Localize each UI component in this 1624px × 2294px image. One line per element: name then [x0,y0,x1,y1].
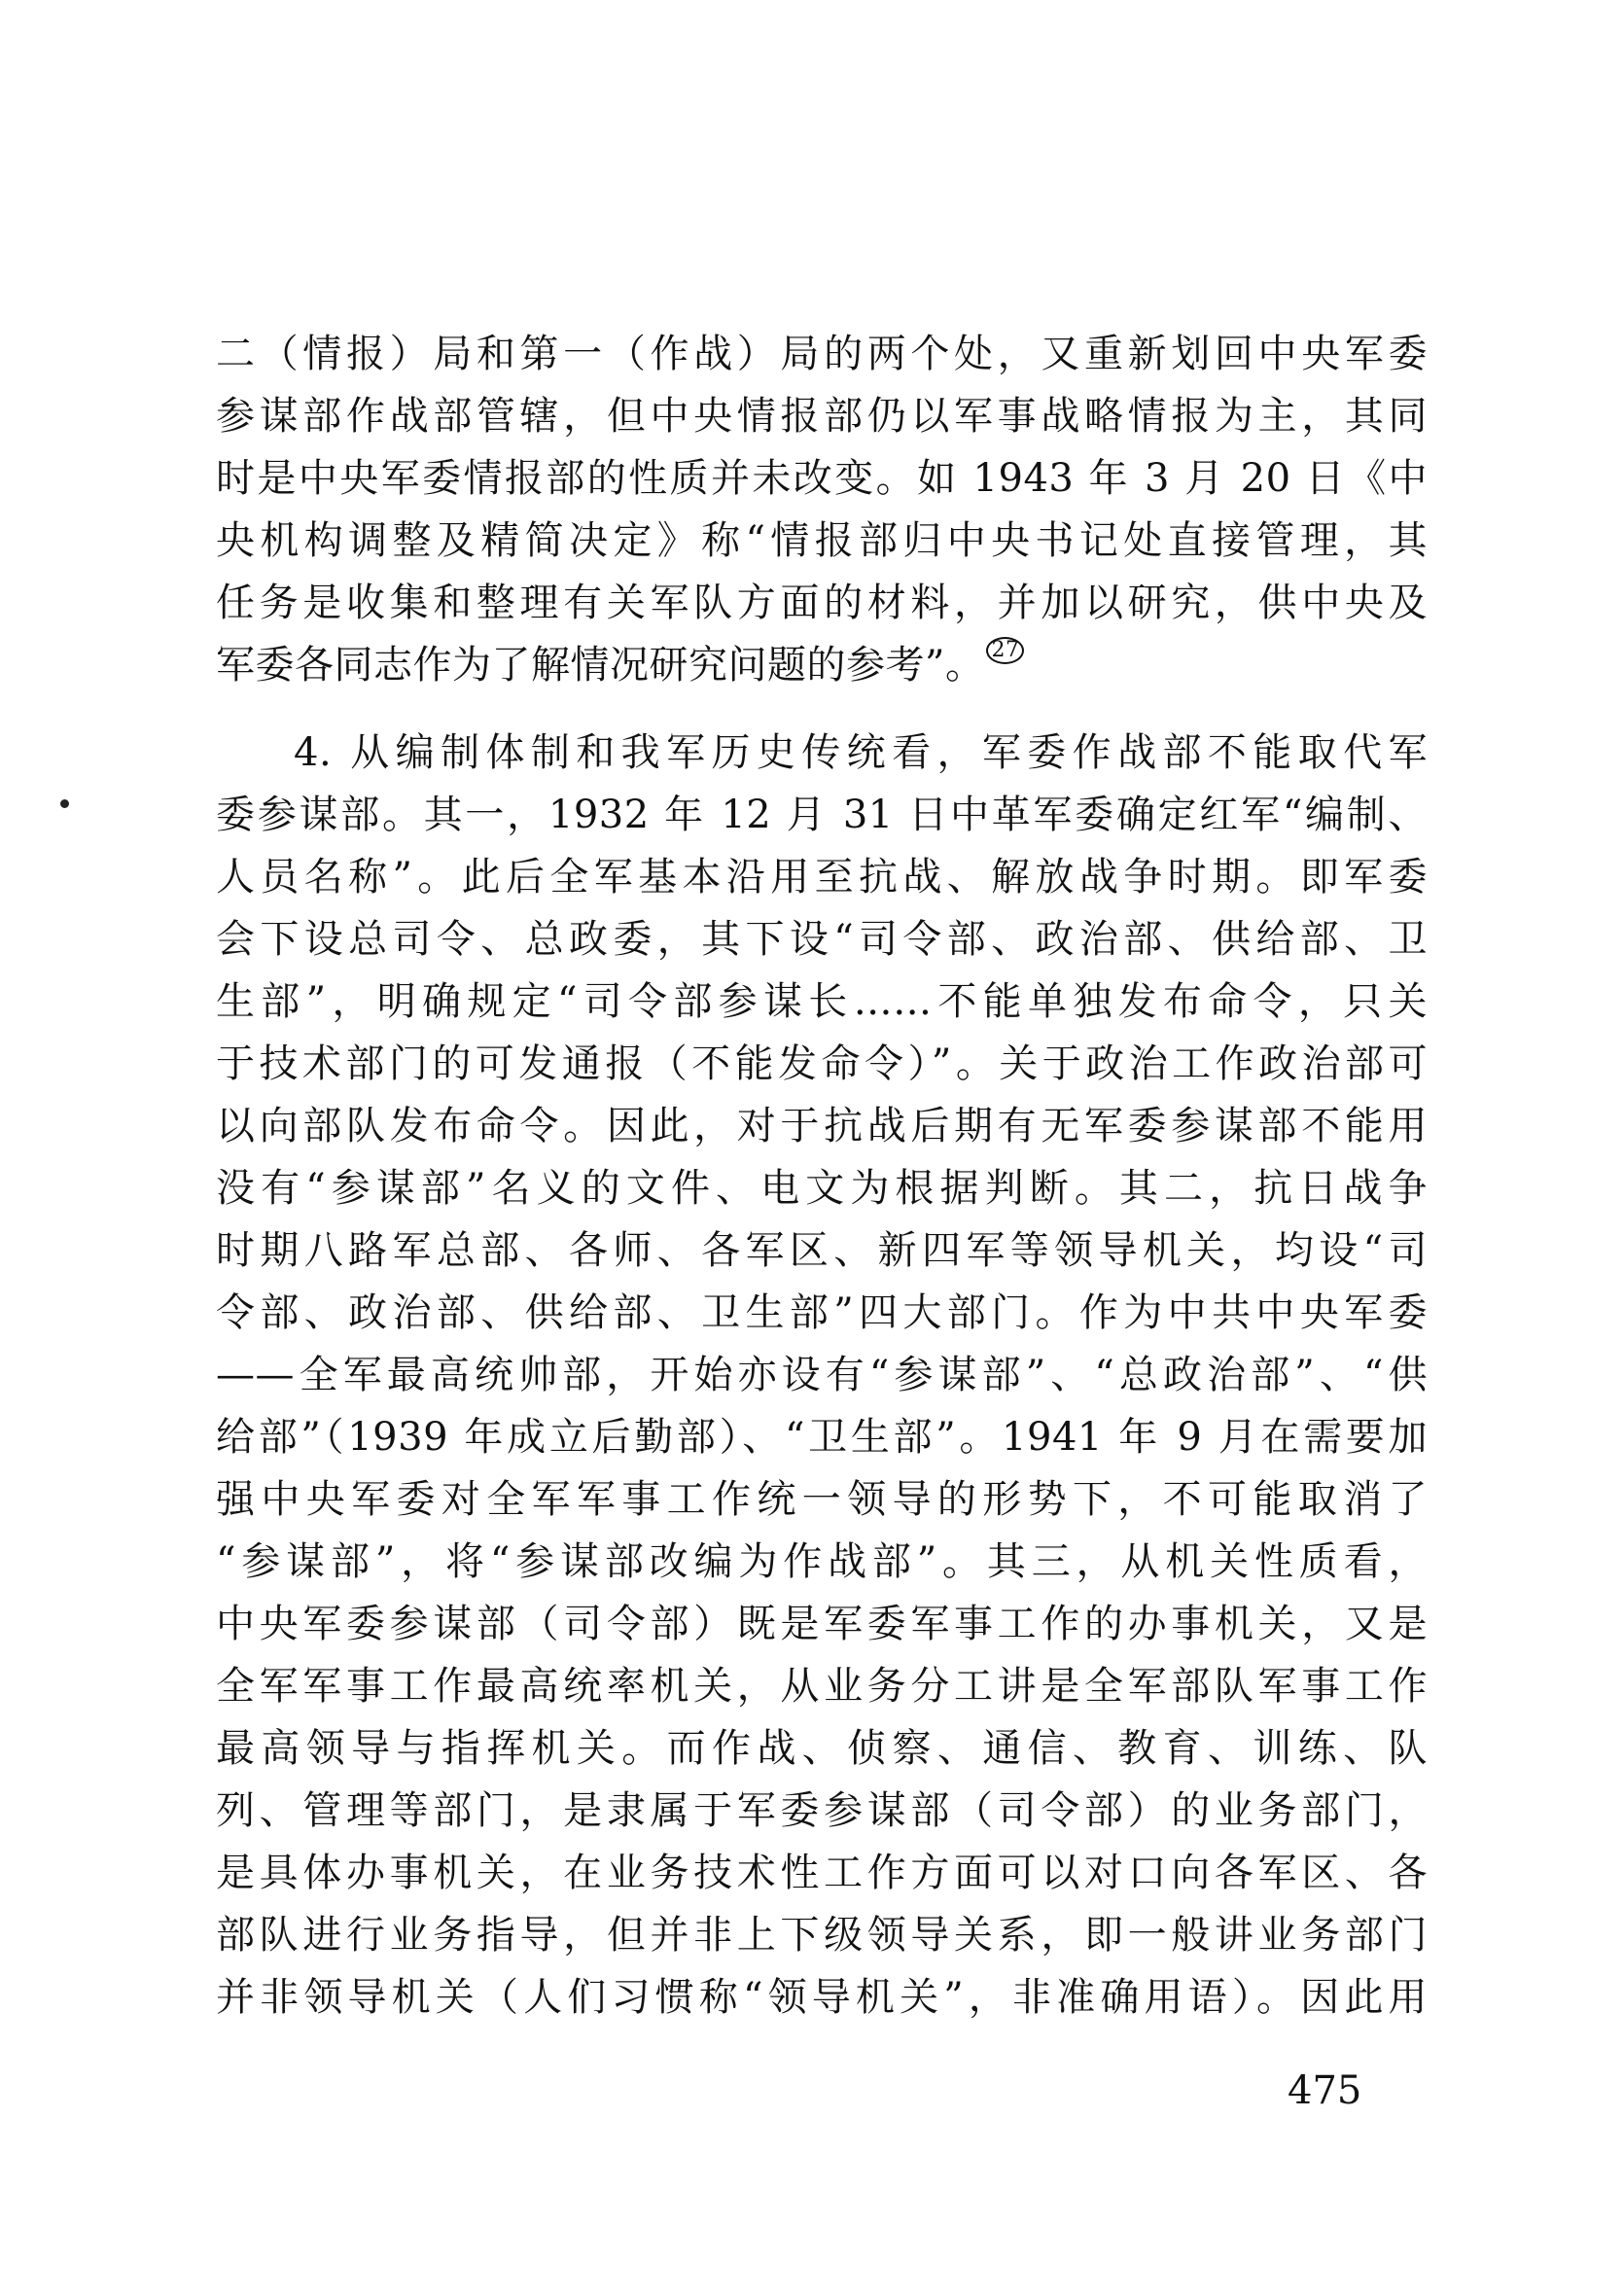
scan-speck [60,799,69,808]
text-line: 是具体办事机关，在业务技术性工作方面可以对口向各军区、各 [216,1851,1428,1895]
text-line: 最高领导与指挥机关。而作战、侦察、通信、教育、训练、队 [216,1726,1428,1771]
text-line: 中央军委参谋部（司令部）既是军委军事工作的办事机关，又是 [216,1602,1428,1646]
text-line: 列、管理等部门，是隶属于军委参谋部（司令部）的业务部门， [216,1788,1428,1833]
text-line: 令部、政治部、供给部、卫生部”四大部门。作为中共中央军委 [216,1290,1428,1335]
text-line: 生部”，明确规定“司令部参谋长……不能单独发布命令，只关 [216,979,1428,1024]
body-text [216,323,1428,2029]
text-line: 给部”（1939 年成立后勤部）、“卫生部”。1941 年 9 月在需要加 [216,1415,1428,1460]
page-number: 475 [1288,2068,1362,2113]
text-line: 全军军事工作最高统率机关，从业务分工讲是全军部队军事工作 [216,1664,1428,1709]
text-line: 时期八路军总部、各师、各军区、新四军等领导机关，均设“司 [216,1228,1428,1273]
footnote-marker[interactable]: 27 [986,637,1024,664]
text-line: 强中央军委对全军军事工作统一领导的形势下，不可能取消了 [216,1477,1428,1522]
text-line: 参谋部作战部管辖，但中央情报部仍以军事战略情报为主，其同 [216,394,1428,439]
text-line-with-note [216,634,1428,696]
text-line: 委参谋部。其一，1932 年 12 月 31 日中革军委确定红军“编制、 [216,793,1428,837]
text-line: 任务是收集和整理有关军队方面的材料，并加以研究，供中央及 [216,581,1428,625]
text-line: 于技术部门的可发通报（不能发命令）”。关于政治工作政治部可 [216,1041,1428,1086]
text-line: 二（情报）局和第一（作战）局的两个处，又重新划回中央军委 [216,332,1428,376]
text-line: 人员名称”。此后全军基本沿用至抗战、解放战争时期。即军委 [216,855,1428,900]
text-line: 时是中央军委情报部的性质并未改变。如 1943 年 3 月 20 日《中 [216,456,1428,501]
text-line: 以向部队发布命令。因此，对于抗战后期有无军委参谋部不能用 [216,1104,1428,1148]
text-line: 并非领导机关（人们习惯称“领导机关”，非准确用语）。因此用 [216,1975,1428,2020]
paragraph-start-line: 4. 从编制体制和我军历史传统看，军委作战部不能取代军 [294,730,1428,775]
text-line: ——全军最高统帅部，开始亦设有“参谋部”、“总政治部”、“供 [216,1353,1428,1397]
text-line: “参谋部”，将“参谋部改编为作战部”。其三，从机关性质看， [216,1539,1428,1584]
text-line: 央机构调整及精简决定》称“情报部归中央书记处直接管理，其 [216,518,1428,563]
text-line: 军委各同志作为了解情况研究问题的参考”。 [216,643,985,688]
text-line: 没有“参谋部”名义的文件、电文为根据判断。其二，抗日战争 [216,1166,1428,1211]
text-line: 部队进行业务指导，但并非上下级领导关系，即一般讲业务部门 [216,1913,1428,1958]
text-line: 会下设总司令、总政委，其下设“司令部、政治部、供给部、卫 [216,917,1428,962]
